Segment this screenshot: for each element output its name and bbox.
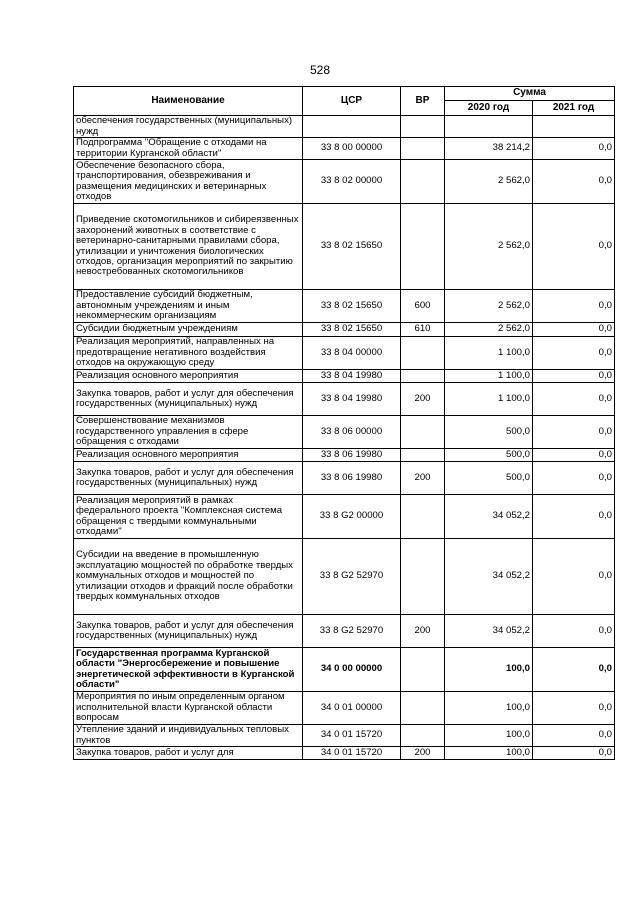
table-row [74,383,615,416]
row-vr-cell [401,725,445,747]
row-csr-cell: 34 0 01 15720 [303,747,401,760]
header-sum: Сумма [445,87,615,101]
row-vr-cell: 600 [401,290,445,323]
row-name-cell: Закупка товаров, работ и услуг для обеспечения государственных (муниципальных) нужд [74,462,303,495]
table-row [74,495,615,539]
row-sum-2021-cell [533,116,615,138]
row-csr-cell: 33 8 04 00000 [303,337,401,370]
row-vr-cell [401,495,445,539]
row-name-cell: Утепление зданий и индивидуальных тепловых пунктов [74,725,303,747]
row-name-cell: Совершенствование механизмов государственного управления в сфере обращения с отходами [74,416,303,449]
row-csr-cell: 33 8 06 00000 [303,416,401,449]
row-sum-2020-cell: 2 562,0 [445,160,533,204]
row-name-cell: Реализация мероприятий в рамках федерального проекта "Комплексная система обращения с твердыми коммунальными отходами" [74,495,303,539]
header-name: Наименование [74,87,303,116]
row-csr-cell: 34 0 00 00000 [303,648,401,692]
row-name-cell: Закупка товаров, работ и услуг для [74,747,303,760]
row-name-cell: Государственная программа Курганской области "Энергосбережение и повышение энергетической эффективности в Курганской области" [74,648,303,692]
row-sum-2021-cell: 0,0 [533,416,615,449]
row-sum-2021-cell: 0,0 [533,383,615,416]
table-row [74,160,615,204]
row-sum-2021-cell: 0,0 [533,725,615,747]
row-csr-cell: 33 8 00 00000 [303,138,401,160]
row-name-cell: Мероприятия по иным определенным органом исполнительной власти Курганской области вопросам [74,692,303,725]
row-sum-2021-cell: 0,0 [533,648,615,692]
row-csr-cell: 33 8 06 19980 [303,462,401,495]
row-sum-2020-cell: 500,0 [445,416,533,449]
row-name-cell: Реализация основного мероприятия [74,449,303,462]
row-vr-cell [401,648,445,692]
row-sum-2020-cell: 34 052,2 [445,615,533,648]
row-sum-2020-cell: 1 100,0 [445,383,533,416]
row-vr-cell [401,116,445,138]
row-sum-2020-cell: 2 562,0 [445,323,533,337]
table-row [74,204,615,290]
row-sum-2020-cell: 500,0 [445,462,533,495]
row-name-cell: Субсидии на введение в промышленную эксплуатацию мощностей по обработке твердых коммунальных отходов и мощностей по утилизации отходов и фракций после обработки твердых коммунальных отходов [74,539,303,615]
row-sum-2020-cell: 1 100,0 [445,370,533,383]
row-sum-2021-cell: 0,0 [533,495,615,539]
table-row [74,747,615,760]
row-sum-2021-cell: 0,0 [533,337,615,370]
row-name-cell: Закупка товаров, работ и услуг для обеспечения государственных (муниципальных) нужд [74,615,303,648]
table-row [74,449,615,462]
row-name-cell: обеспечения государственных (муниципальных) нужд [74,116,303,138]
row-vr-cell: 200 [401,747,445,760]
table-row [74,416,615,449]
row-vr-cell [401,204,445,290]
row-sum-2021-cell: 0,0 [533,462,615,495]
budget-table [73,86,615,760]
header-vr: ВР [401,87,445,116]
table-row [74,539,615,615]
row-vr-cell [401,416,445,449]
row-csr-cell: 33 8 G2 52970 [303,539,401,615]
row-csr-cell: 33 8 02 15650 [303,204,401,290]
row-csr-cell: 33 8 G2 00000 [303,495,401,539]
row-sum-2021-cell: 0,0 [533,449,615,462]
table-row [74,725,615,747]
row-name-cell: Субсидии бюджетным учреждениям [74,323,303,337]
row-sum-2020-cell: 100,0 [445,648,533,692]
row-sum-2021-cell: 0,0 [533,692,615,725]
table-row [74,462,615,495]
row-name-cell: Предоставление субсидий бюджетным, автономным учреждениям и иным некоммерческим организациям [74,290,303,323]
row-vr-cell [401,370,445,383]
row-name-cell: Приведение скотомогильников и сибиреязвенных захоронений животных в соответствие с ветеринарно-санитарными правилами сбора, утилизации и уничтожения биологических отходов, организация мероприятий по закрытию невостребованных скотомогильников [74,204,303,290]
table-body [74,116,615,760]
row-sum-2020-cell: 1 100,0 [445,337,533,370]
row-sum-2020-cell: 100,0 [445,725,533,747]
row-vr-cell [401,160,445,204]
table-row [74,116,615,138]
row-csr-cell: 33 8 G2 52970 [303,615,401,648]
row-csr-cell: 33 8 04 19980 [303,370,401,383]
row-vr-cell [401,449,445,462]
table-row [74,692,615,725]
row-name-cell: Реализация основного мероприятия [74,370,303,383]
row-sum-2020-cell: 2 562,0 [445,290,533,323]
row-sum-2021-cell: 0,0 [533,138,615,160]
row-vr-cell [401,337,445,370]
row-sum-2021-cell: 0,0 [533,290,615,323]
row-name-cell: Подпрограмма "Обращение с отходами на территории Курганской области" [74,138,303,160]
row-vr-cell [401,539,445,615]
header-year-2020: 2020 год [445,101,533,116]
row-csr-cell: 33 8 02 15650 [303,290,401,323]
row-sum-2021-cell: 0,0 [533,615,615,648]
row-vr-cell [401,138,445,160]
row-vr-cell: 200 [401,383,445,416]
table-row [74,138,615,160]
row-csr-cell: 34 0 01 00000 [303,692,401,725]
row-sum-2021-cell: 0,0 [533,204,615,290]
row-sum-2021-cell: 0,0 [533,323,615,337]
header-csr: ЦСР [303,87,401,116]
row-vr-cell [401,692,445,725]
row-sum-2021-cell: 0,0 [533,747,615,760]
row-sum-2020-cell: 100,0 [445,692,533,725]
row-vr-cell: 200 [401,615,445,648]
row-sum-2020-cell: 500,0 [445,449,533,462]
row-sum-2020-cell: 34 052,2 [445,539,533,615]
row-csr-cell: 33 8 02 15650 [303,323,401,337]
row-sum-2020-cell [445,116,533,138]
row-csr-cell: 33 8 04 19980 [303,383,401,416]
row-vr-cell: 200 [401,462,445,495]
table-row [74,290,615,323]
row-name-cell: Обеспечение безопасного сбора, транспортирования, обезвреживания и размещения медицинских и ветеринарных отходов [74,160,303,204]
row-sum-2020-cell: 2 562,0 [445,204,533,290]
row-sum-2020-cell: 34 052,2 [445,495,533,539]
table-row [74,370,615,383]
row-csr-cell: 33 8 06 19980 [303,449,401,462]
table-row [74,615,615,648]
row-sum-2021-cell: 0,0 [533,160,615,204]
row-csr-cell [303,116,401,138]
table-header-row [74,87,615,101]
row-sum-2020-cell: 100,0 [445,747,533,760]
row-sum-2021-cell: 0,0 [533,370,615,383]
row-name-cell: Реализация мероприятий, направленных на предотвращение негативного воздействия отходов на окружающую среду [74,337,303,370]
row-sum-2020-cell: 38 214,2 [445,138,533,160]
row-vr-cell: 610 [401,323,445,337]
row-csr-cell: 33 8 02 00000 [303,160,401,204]
table-row [74,648,615,692]
table-row [74,337,615,370]
row-csr-cell: 34 0 01 15720 [303,725,401,747]
header-year-2021: 2021 год [533,101,615,116]
page-number: 528 [309,63,331,77]
row-sum-2021-cell: 0,0 [533,539,615,615]
table-row [74,323,615,337]
row-name-cell: Закупка товаров, работ и услуг для обеспечения государственных (муниципальных) нужд [74,383,303,416]
